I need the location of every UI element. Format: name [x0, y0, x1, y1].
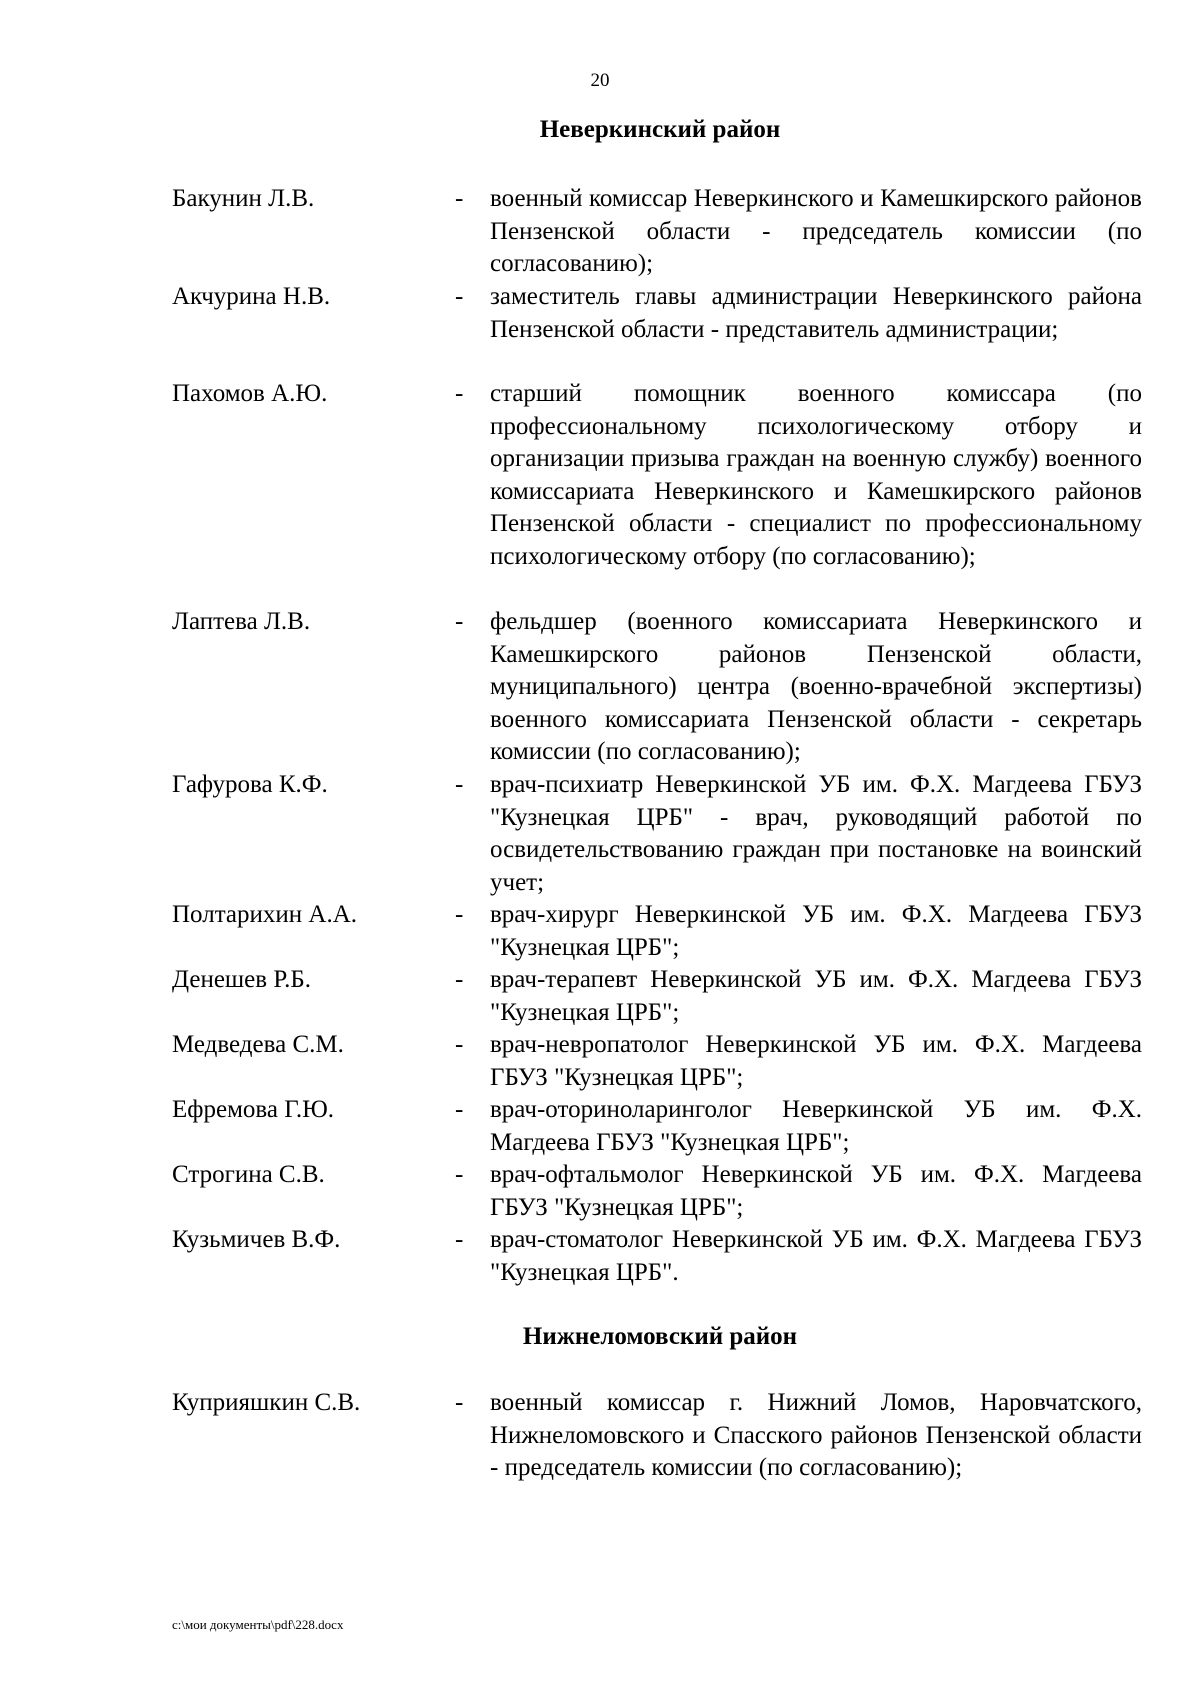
- dash-separator: -: [455, 1161, 464, 1188]
- member-name: Медведева С.М.: [172, 1031, 344, 1058]
- dash-separator: -: [455, 966, 464, 993]
- dash-separator: -: [455, 608, 464, 635]
- member-description: фельдшер (военного комиссариата Неверкинского и Камешкирского районов Пензенской области, муниципального) центра (военно-врачебной экспертизы) военного комиссариата Пензенской области - секретарь комиссии (по согласованию);: [490, 608, 1142, 765]
- member-name: Куприяшкин С.В.: [172, 1389, 361, 1416]
- page-number: 20: [590, 70, 610, 91]
- member-name: Полтарихин А.А.: [172, 901, 358, 928]
- member-name: Денешев Р.Б.: [172, 966, 311, 993]
- dash-separator: -: [455, 1226, 464, 1253]
- member-name: Кузьмичев В.Ф.: [172, 1226, 341, 1253]
- member-name: Акчурина Н.В.: [172, 283, 331, 310]
- dash-separator: -: [455, 1096, 464, 1123]
- member-description: заместитель главы администрации Неверкинского района Пензенской области - представитель администрации;: [490, 283, 1142, 343]
- member-name: Строгина С.В.: [172, 1161, 325, 1188]
- member-description: врач-невропатолог Неверкинской УБ им. Ф.Х. Магдеева ГБУЗ "Кузнецкая ЦРБ";: [490, 1031, 1142, 1091]
- member-description: врач-терапевт Неверкинской УБ им. Ф.Х. Магдеева ГБУЗ "Кузнецкая ЦРБ";: [490, 966, 1142, 1026]
- dash-separator: -: [455, 1031, 464, 1058]
- member-name: Лаптева Л.В.: [172, 608, 311, 635]
- dash-separator: -: [455, 380, 464, 407]
- member-description: врач-оториноларинголог Неверкинской УБ им. Ф.Х. Магдеева ГБУЗ "Кузнецкая ЦРБ";: [490, 1096, 1142, 1156]
- section-title: Нижнеломовский район: [522, 1323, 798, 1350]
- dash-separator: -: [455, 283, 464, 310]
- member-name: Ефремова Г.Ю.: [172, 1096, 335, 1123]
- dash-separator: -: [455, 1389, 464, 1416]
- member-name: Гафурова К.Ф.: [172, 771, 328, 798]
- member-description: врач-офтальмолог Неверкинской УБ им. Ф.Х. Магдеева ГБУЗ "Кузнецкая ЦРБ";: [490, 1161, 1142, 1221]
- member-description: старший помощник военного комиссара (по профессиональному психологическому отбору и организации призыва граждан на военную службу) военного комиссариата Неверкинского и Камешкирского районов Пензенской области - специалист по профессиональному психологическому отбору (по согласованию);: [490, 380, 1142, 570]
- member-name: Бакунин Л.В.: [172, 185, 315, 212]
- member-description: врач-психиатр Неверкинской УБ им. Ф.Х. Магдеева ГБУЗ "Кузнецкая ЦРБ" - врач, руководящий работой по освидетельствованию граждан при постановке на воинский учет;: [490, 771, 1142, 896]
- member-name: Пахомов А.Ю.: [172, 380, 328, 407]
- member-description: военный комиссар Неверкинского и Камешкирского районов Пензенской области - председатель комиссии (по согласованию);: [490, 185, 1142, 277]
- dash-separator: -: [455, 771, 464, 798]
- member-description: врач-стоматолог Неверкинской УБ им. Ф.Х. Магдеева ГБУЗ "Кузнецкая ЦРБ".: [490, 1226, 1142, 1286]
- dash-separator: -: [455, 185, 464, 212]
- file-path-footer: c:\мои документы\pdf\228.docx: [172, 1617, 344, 1632]
- section-title: Неверкинский район: [539, 116, 781, 143]
- dash-separator: -: [455, 901, 464, 928]
- member-description: военный комиссар г. Нижний Ломов, Наровчатского, Нижнеломовского и Спасского районов Пензенской области - председатель комиссии (по согласованию);: [490, 1389, 1142, 1481]
- member-description: врач-хирург Неверкинской УБ им. Ф.Х. Магдеева ГБУЗ "Кузнецкая ЦРБ";: [490, 901, 1142, 961]
